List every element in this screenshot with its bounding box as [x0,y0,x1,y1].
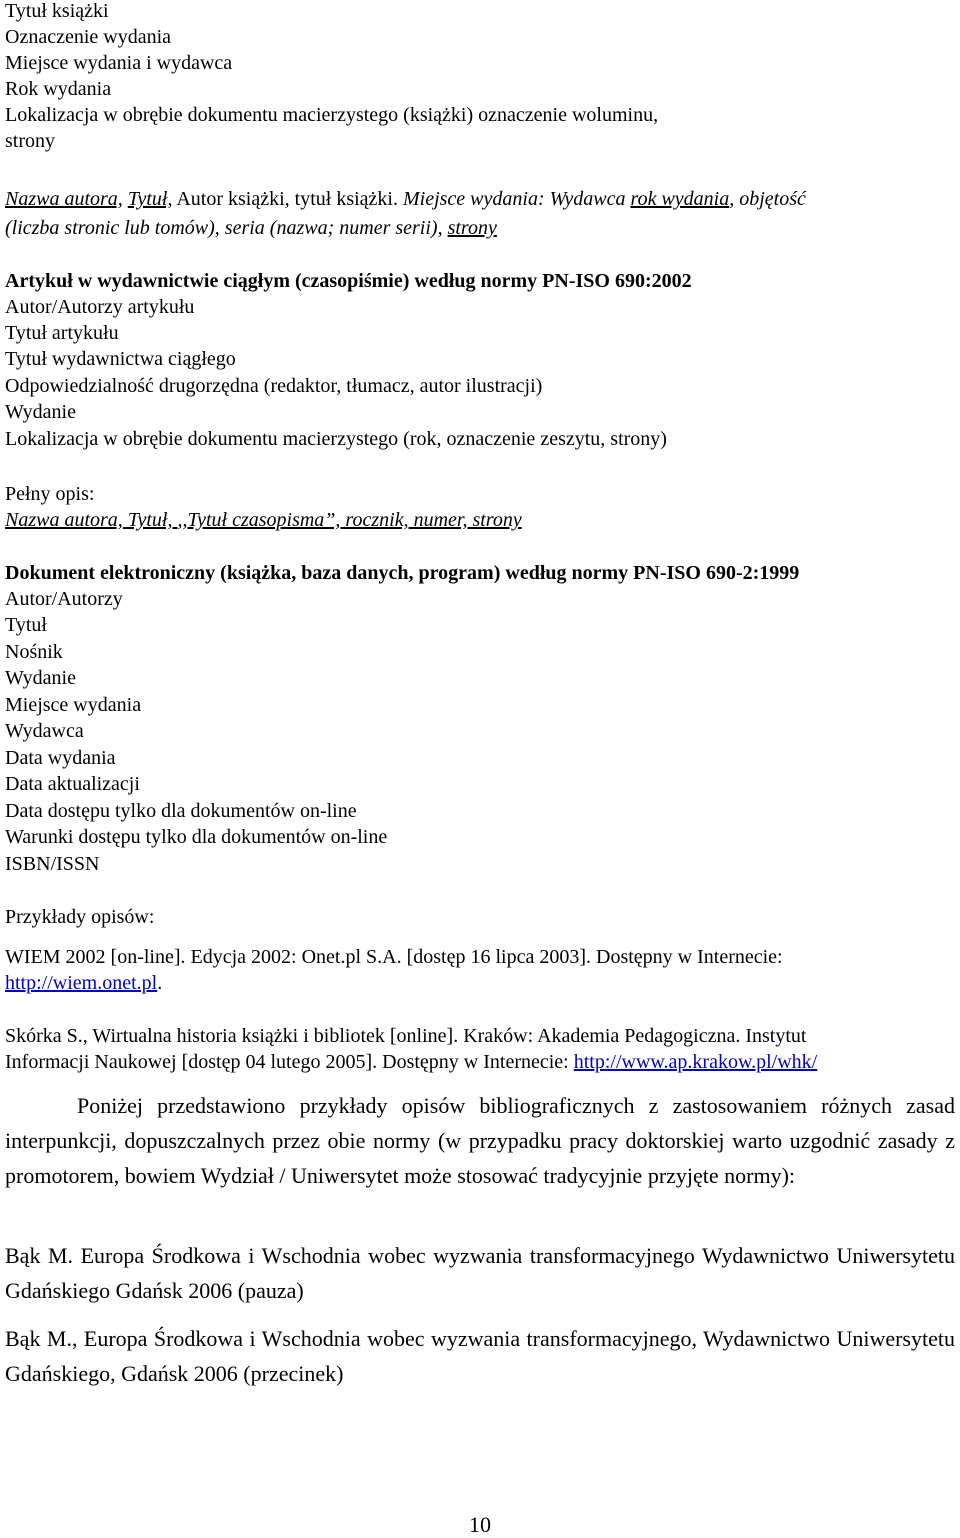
examples-label: Przykłady opisów: [5,906,155,928]
page-number: 10 [469,1512,491,1537]
example-skorka-line-1: Skórka S., Wirtualna historia książki i bibliotek [online]. Kraków: Akademia Pedagogiczna. Instytut [5,1025,807,1047]
electronic-field-date: Data wydania [5,747,116,769]
place-publisher-term: Miejsce wydania: Wydawca [402,188,631,210]
electronic-field-access-date: Data dostępu tylko dla dokumentów on-line [5,800,357,822]
series-term: (liczba stronic lub tomów), seria (nazwa; numer serii), [5,217,448,239]
article-field-title: Tytuł artykułu [5,322,119,344]
article-full-example [5,507,522,533]
article-heading: Artykuł w wydawnictwie ciągłym (czasopiśmie) według normy PN-ISO 690:2002 [5,270,692,292]
author-name-term: Nazwa autora, [5,188,123,210]
electronic-field-access-conditions: Warunki dostępu tylko dla dokumentów on-line [5,826,388,848]
example-bak-pauza: Bąk M. Europa Środkowa i Wschodnia wobec wyzwania transformacyjnego Wydawnictwo Uniwersytetu Gdańskiego Gdańsk 2006 (pauza) [5,1243,955,1303]
pages-term: strony [447,217,497,239]
electronic-field-place: Miejsce wydania [5,694,142,716]
book-author-title-term: Autor książki, tytuł książki. [172,188,403,210]
electronic-field-isbn: ISBN/ISSN [5,853,100,875]
book-example-line-1 [5,186,806,212]
book-field-edition: Oznaczenie wydania [5,26,172,48]
wiem-link[interactable]: http://wiem.onet.pl [5,972,158,994]
title-term: Tytuł, [127,509,173,531]
article-field-edition: Wydanie [5,401,76,423]
electronic-field-title: Tytuł [5,614,47,636]
book-field-place-publisher: Miejsce wydania i wydawca [5,52,233,74]
electronic-field-publisher: Wydawca [5,720,84,742]
closing-paragraph: Poniżej przedstawiono przykłady opisów bibliograficznych z zastosowaniem różnych zasad interpunkcji, dopuszczalnych przez obie normy (w przypadku pracy doktorskiej warto uzgodnić zasady z promotorem, bowiem Wydział / Uniwersytet może stosować tradycyjnie przyjęte normy): [5,1093,955,1188]
article-field-serial-title: Tytuł wydawnictwa ciągłego [5,348,236,370]
electronic-field-author: Autor/Autorzy [5,588,123,610]
article-field-responsibility: Odpowiedzialność drugorzędna (redaktor, tłumacz, autor ilustracji) [5,375,543,397]
electronic-field-edition: Wydanie [5,667,76,689]
example-wiem-line-1: WIEM 2002 [on-line]. Edycja 2002: Onet.pl S.A. [dostęp 16 lipca 2003]. Dostępny w Internecie: [5,946,783,968]
book-field-location: Lokalizacja w obrębie dokumentu macierzystego (książki) oznaczenie woluminu, [5,104,659,126]
article-field-location: Lokalizacja w obrębie dokumentu macierzystego (rok, oznaczenie zeszytu, strony) [5,428,667,450]
example-wiem-line-2: http://wiem.onet.pl. [5,972,163,994]
book-example-line-2 [5,215,497,241]
ap-krakow-link[interactable]: http://www.ap.krakow.pl/whk/ [573,1051,818,1073]
electronic-field-medium: Nośnik [5,641,63,663]
title-term: Tytuł, [127,188,173,210]
electronic-heading: Dokument elektroniczny (książka, baza danych, program) według normy PN-ISO 690-2:1999 [5,562,800,584]
book-field-pages: strony [5,130,55,152]
journal-term: ,,Tytuł czasopisma”, rocznik, numer, strony [177,509,522,531]
author-name-term: Nazwa autora, [5,509,123,531]
example-skorka-line-2: Informacji Naukowej [dostęp 04 lutego 2005]. Dostępny w Internecie: http://www.ap.krakow.pl/whk/ [5,1051,818,1073]
example-bak-przecinek: Bąk M., Europa Środkowa i Wschodnia wobec wyzwania transformacyjnego, Wydawnictwo Uniwersytetu Gdańskiego, Gdańsk 2006 (przecinek) [5,1326,955,1386]
book-field-year: Rok wydania [5,78,112,100]
volume-term: , objętość [729,188,806,210]
year-term: rok wydania [630,188,730,210]
electronic-field-update: Data aktualizacji [5,773,140,795]
full-description-label: Pełny opis: [5,483,95,505]
book-field-title: Tytuł książki [5,0,109,22]
article-field-author: Autor/Autorzy artykułu [5,296,195,318]
